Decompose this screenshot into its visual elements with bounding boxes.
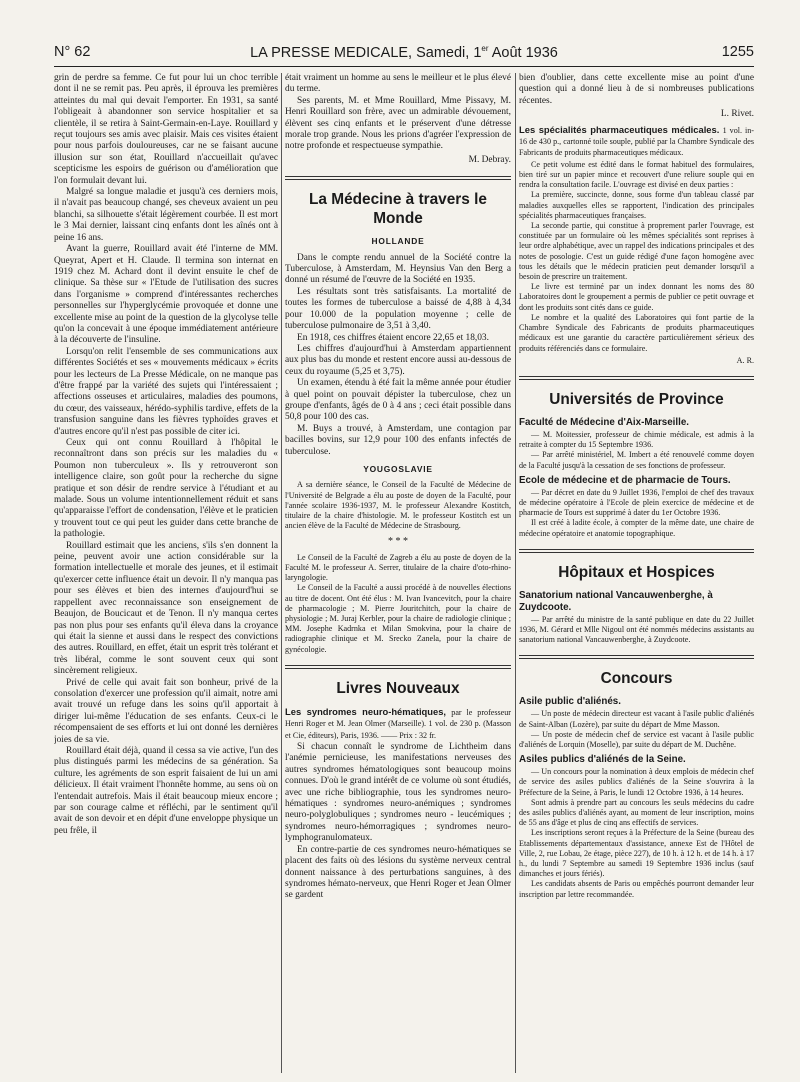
section-rule [285,176,511,180]
book-title: Les spécialités pharmaceutiques médicales. [519,123,720,135]
masthead [54,44,754,66]
paragraph: Dans le compte rendu annuel de la Société contre la Tuberculose, à Amsterdam, M. Heynsius Van den Berg a donné un résumé de l'œuvre de la Société en 1935. [285,252,511,286]
small-text-block [519,160,754,366]
column-divider-2 [515,73,516,1073]
paragraph: Le Conseil de la Faculté de Zagreb a élu au poste de doyen de la Faculté M. le professeur A. Serrer, titulaire de la chaire d'oto-rhino-laryngologie. [285,552,511,583]
paragraph: Le Conseil de la Faculté a aussi procédé à de nouvelles élections au titre de docent. Ont été élus : M. Ivan Ivancevitch, pour la chaire de pharmacologie ; M. Pierre Jouritchitch, pour la chaire de physiologie ; M. Juraj Kerbler, pour la chaire de radiologie clinique ; MM. Josephe Kadrnka et Milan Smokvina, pour la chaire de radiographie clinique et M. Srecko Zanela, pour la chaire de gynécologie. [285,583,511,654]
paragraph: Il est créé à ladite école, à compter de la même date, une chaire de médecine opératoire et anatomie topographique. [519,518,754,538]
small-text-block [519,767,754,900]
book-meta: 1 vol. in-16 de 430 p., cartonné toile souple, publié par la Chambre Syndicale des Fabricants de produits pharmaceutiques médicaux. [519,125,754,158]
section-rule [285,665,511,669]
paragraph: Les candidats absents de Paris ou empêchés pourront demander leur inscription par lettre recommandée. [519,879,754,899]
section-title-universites: Universités de Province [549,390,724,408]
paragraph: Lorsqu'on relit l'ensemble de ses communications aux différentes Sociétés et ses « mouvements médicaux » écrits pour les lecteurs de La Presse Médicale, on ne manque pas d'être frappé par la variété des sujets qui l'intéressaient ; affections osseuses et articulaires, maladies des poumons, du cœur, des vaisseaux, hérédo-syphilis tardive, effets de la transfusion sanguine dans les fièvres typhoïdes graves et d'autres encore qu'il n'est pas possible de citer ici. [54,346,278,437]
paragraph: A sa dernière séance, le Conseil de la Faculté de Médecine de l'Université de Belgrade a élu au poste de doyen de la Faculté, pour l'année scolaire 1936-1937, M. le professeur Alexandre Kostitch, titulaire de la chaire d'histologie. M. le professeur Kostitch est un ancien élève de la Faculté de Médecine de Strasbourg. [285,480,511,531]
issue-number: N° 62 [54,44,91,60]
paragraph: Ce petit volume est édité dans le format habituel des formulaires, bien tiré sur un papier mince et recouvert d'une reliure souple qui en rendra la consultation facile. L'ouvrage est divisé en deux parties : [519,159,754,190]
paragraph: Les chiffres d'aujourd'hui à Amsterdam appartiennent aux plus bas du monde et restent encore aussi au-dessous de ceux du royaume (5,25 et 3,75). [285,343,511,377]
paragraph: La première, succincte, donne, sous forme d'un tableau classé par maladies auxquelles elles se rapportent, l'indication des principales spécialités pharmaceutiques françaises. [519,190,754,220]
paragraph: Privé de celle qui avait fait son bonheur, privé de la consolation d'exercer une profession qu'il aimait, notre ami avait trouvé un refuge dans les soins qu'il apportait à diriger lui-même l'éducation de ses enfants. Ceux-ci le récompensaient de ses efforts et lui ont donné les dernières joies de sa vie. [54,677,278,745]
subheading-sanatorium: Sanatorium national Vancauwenberghe, à Zuydcoote. [519,589,713,613]
subheading-asile: Asile public d'aliénés. [519,696,621,708]
small-text-block [519,615,754,646]
column-divider-1 [281,73,282,1073]
paragraph: En contre-partie de ces syndromes neuro-hématiques se placent des faits où des lésions du système nerveux central donnent naissance à des perturbations sanguines, à des syndromes hémato-nerveux, que Henri Roger et Jean Olmer se gardent [285,844,511,901]
paragraph: Malgré sa longue maladie et jusqu'à ces derniers mois, il n'avait pas beaucoup changé, ses cheveux avaient un peu blanchi, sa silhouette s'était légèrement courbée. Il est mort le 3 Mai dernier, laissant cinq enfants dont les aînés ont à peine 16 ans. [54,187,278,243]
section-rule [519,655,754,659]
book-entry [519,124,754,160]
paragraph: Les résultats sont très satisfaisants. La mortalité de toutes les formes de tuberculose a baissé de 4,88 à 4,34 pour 10.000 de la population moyenne ; celle de tuberculose pulmonaire de 3,51 à 3,40. [285,286,511,332]
column-3 [519,73,754,1073]
book-meta: par le professeur Henri Roger et M. Jean Olmer (Marseille). 1 vol. de 230 p. (Masson et Cie, éditeurs), Paris, 1936. —— Prix : 32 fr. [285,707,511,740]
small-text-block [519,488,754,539]
paragraph: bien d'oublier, dans cette excellente mise au point d'une question qui a donné lieu à de si nombreuses publications récentes. [519,73,754,106]
journal-title: LA PRESSE MEDICALE, Samedi, 1er Août 1936 [250,44,558,61]
book-title: Les syndromes neuro-hématiques, [285,705,447,717]
section-title-concours: Concours [600,670,673,688]
separator-stars: * * * [388,536,408,548]
paragraph: — Par décret en date du 9 Juillet 1936, l'emploi de chef des travaux de médecine opératoire à l'Ecole de plein exercice de médecine et de pharmacie de Tours est supprimé à dater du 1er Octobre 1936. [519,487,754,518]
paragraph: grin de perdre sa femme. Ce fut pour lui un choc terrible dont il ne se remit pas. Peu après, il éprouva les premières atteintes du mal qui devait l'emporter. En 1931, sa santé l'obligeait à abandonner son service hospitalier et sa clientèle, il se retira à Saint-Germain-en-Laye. Rouillard y reçut toujours ses amis avec plaisir. Mais ces visites étaient pour nous parfois douloureuses, car ne se faisant aucune illusion sur son état, Rouillard n'accueillait qu'avec scepticisme les espoirs de guérison ou d'amélioration que l'on formulait devant lui. [54,73,278,186]
subheading-aix: Faculté de Médecine d'Aix-Marseille. [519,416,690,428]
paragraph: — Un poste de médecin chef de service est vacant à l'asile public d'aliénés de Lorquin (Moselle), par suite du départ de M. Duchêne. [519,729,754,749]
paragraph: — Par arrêté ministériel, M. Imbert a été renouvelé comme doyen de la Faculté jusqu'à la cessation de ses fonctions de professeur. [519,450,754,470]
paragraph: Le livre est terminé par un index donnant les noms des 80 Laboratoires dont le groupement a permis de publier ce petit ouvrage et dont les produits sont cités dans ce guide. [519,282,754,312]
paragraph: Sont admis à prendre part au concours les seuls médecins du cadre des asiles publics d'aliénés ayant, au moment de leur inscription, moins de 55 ans d'âge et plus de cinq ans effectifs de services. [519,797,754,828]
paragraph: M. Buys a trouvé, à Amsterdam, une contagion par bacilles bovins, sur 12,9 pour 100 des enfants infectés de tuberculose. [285,423,511,457]
paragraph: — M. Moitessier, professeur de chimie médicale, est admis à la retraite à compter du 15 Septembre 1936. [519,429,754,450]
paragraph: Rouillard était déjà, quand il cessa sa vie active, l'un des plus distingués parmi les médecins de sa génération. Sa culture, les agréments de son esprit faisaient de lui un ami délicieux. Il était vraiment l'honnête homme, au sens où on l'entendait autrefois. Mais il était beaucoup mieux encore ; par son courage calme et réfléchi, par le sentiment qu'il avait de son devoir et en dépit d'une enveloppe physique un peu frêle, il [54,745,278,836]
small-text-block [285,553,511,655]
small-text-block [519,430,754,471]
section-rule [519,376,754,380]
paragraph: En 1918, ces chiffres étaient encore 22,65 et 18,03. [297,332,489,343]
column-1 [54,73,278,1073]
paragraph: Ses parents, M. et Mme Rouillard, Mme Pissavy, M. Henri Rouillard son frère, avec un admirable dévouement, élèvent ses cinq enfants et le préservent d'une détresse morale trop grande. Nous les prions d'agréer l'expression de notre profonde et respectueuse sympathie. [285,95,511,152]
section-rule [519,549,754,553]
paragraph: La seconde partie, qui constitue à proprement parler l'ouvrage, est constituée par un formulaire où les mêmes spécialités sont reprises à leur ordre alphabétique, avec un rappel des indications principales et des notes de posologie. C'est un guide rédigé d'une façon homogène avec tous les détails que le médecin praticien peut demander lorsqu'il a besoin de prescrire un traitement. [519,221,754,282]
paragraph: Avant la guerre, Rouillard avait été l'interne de MM. Queyrat, Apert et H. Claude. Il termina son internat en 1919 chez M. Achard dont il devint ensuite le chef de clinique. Sa thèse sur « l'Etude de l'utilisation des sucres dans l'organisme » comprend d'intéressantes recherches personnelles sur l'hyperglycémie provoquée et donne une excellente mise au point de la question de la glycolyse telle qu'on la concevait à une époque immédiatement antérieure à la découverte de l'insuline. [54,244,278,346]
small-text-block [519,709,754,750]
page-number: 1255 [721,44,754,60]
small-text-block [285,480,511,531]
paragraph: Le nombre et la qualité des Laboratoires qui font partie de la Chambre Syndicale des Fabricants de produits pharmaceutiques médicaux est une garantie du caractère particulièrement sérieux des produits référenciés dans ce formulaire. [519,312,754,353]
paragraph: Un examen, étendu à été fait la même année pour étudier à quel point on pouvait dépister la tuberculose, chez un groupe d'enfants, âgés de 0 à 4 ans ; ceci était possible dans 50,8 pour 100 des cas. [285,378,511,423]
subheading-seine: Asiles publics d'aliénés de la Seine. [519,754,686,766]
section-title-hopitaux: Hôpitaux et Hospices [558,563,715,581]
subsection-yougoslavie: YOUGOSLAVIE [363,463,433,474]
paragraph: Si chacun connaît le syndrome de Lichtheim dans l'anémie pernicieuse, les manifestations nerveuses des autres syndromes hématologiques sont beaucoup moins connues. D'où le grand intérêt de ce volume où sont étudiés, avec une riche bibliographie, tous les syndromes neuro-hématiques : syndromes neuro-anémiques ; syndromes neuro-polyglobuliques ; syndromes neuro - leucémiques ; syndromes neuro-hémorragiques ; syndromes neuro-lymphogranulomateux. [285,742,511,844]
subheading-tours: Ecole de médecine et de pharmacie de Tours. [519,474,731,486]
book-entry [285,706,511,742]
paragraph: — Un poste de médecin directeur est vacant à l'asile public d'aliénés de Saint-Alban (Lozère), par suite du départ de Mme Masson. [519,709,754,729]
subsection-hollande: HOLLANDE [371,236,425,247]
column-2 [285,73,511,1073]
paragraph: Les inscriptions seront reçues à la Préfecture de la Seine (bureau des Etablissements départementaux d'assistance, annexe Est de l'Hôtel de Ville, 2, rue Lobau, 2e étage, pièce 227), de 10 h. à 12 h. et de 14 h. à 17 h., du lundi 7 Septembre au samedi 19 Septembre 1936 inclus (sauf dimanches et jours fériés). [519,828,754,879]
paragraph: Rouillard estimait que les anciens, s'ils s'en donnent la peine, peuvent avoir une action considérable sur la formation intellectuelle et morale des jeunes, et il estimait qu'exercer cette influence était un devoir. Il n'y manqua pas pour ses élèves et bien des internes d'aujourd'hui se rappellent avec reconnaissance son enseignement de Beaujon, de Boucicaut et de Tenon. Il n'y manqua certes pas non plus pour ses enfants qu'il éleva dans la croyance qui était la sienne et aussi dans le respect des convictions des autres. Rouillard, en effet, était un esprit très tolérant et très libéral, comme le sont souvent ceux qui sont sincèrement religieux. [54,540,278,677]
paragraph: Ceux qui ont connu Rouillard à l'hôpital le reconnaîtront dans son précis sur les maladies du « Poumon non tuberculeux ». Ils y retrouveront son intelligence claire, son goût pour la recherche du signe pratique et son désir de rendre service à l'étudiant et au malade. Sous un volume intentionnellement réduit et sans qu'apparaisse l'effort de condensation, l'élève et le praticien y trouvent tout ce qui peut les guider dans cette branche de la pathologie. [54,438,278,540]
signature: L. Rivet. [720,109,754,120]
header-rule [54,66,754,67]
paragraph: — Un concours pour la nomination à deux emplois de médecin chef de service des asiles publics d'aliénés de la Seine s'ouvrira à la Préfecture de la Seine, à Paris, le lundi 12 Octobre 1936, à 14 heures. [519,767,754,797]
paragraph: — Par arrêté du ministre de la santé publique en date du 22 Juillet 1936, M. Gérard et Mlle Nigoul ont été nommés médecins assistants au sanatorium national Vancauwenberghe, à Zuydcoote. [519,614,754,645]
signature: M. Debray. [468,154,511,165]
paragraph: était vraiment un homme au sens le meilleur et le plus élevé du terme. [285,73,511,95]
section-title-livres-nouveaux: Livres Nouveaux [336,679,460,697]
section-title-medecine-monde: La Médecine à travers le Monde [309,191,487,228]
signature: A. R. [736,355,754,365]
